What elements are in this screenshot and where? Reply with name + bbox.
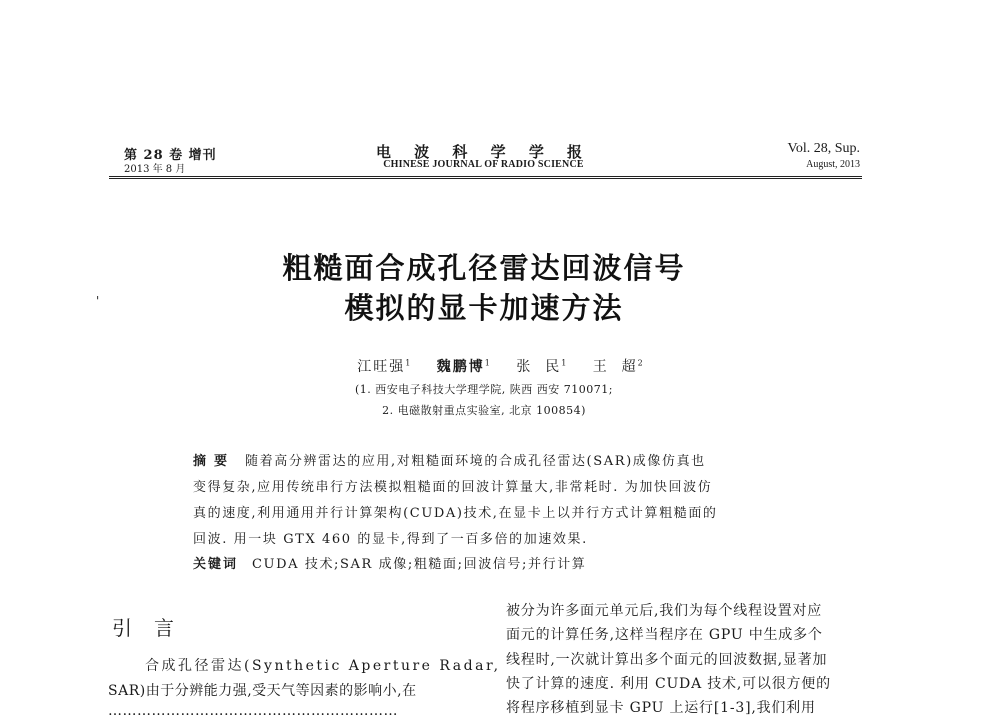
header-rule-thin xyxy=(109,178,862,179)
affiliation-1: (1. 西安电子科技大学理学院, 陕西 西安 710071; xyxy=(355,383,613,396)
journal-date-cn: 2013 年 8 月 xyxy=(124,164,186,175)
body-right-line: 快了计算的速度. 利用 CUDA 技术,可以很方便的 xyxy=(506,676,831,692)
stray-mark: ' xyxy=(96,294,100,308)
abstract-line: 真的速度,利用通用并行计算架构(CUDA)技术,在显卡上以并行方式计算粗糙面的 xyxy=(193,506,718,521)
paper-title-line1: 粗糙面合成孔径雷达回波信号 xyxy=(282,251,686,285)
body-right-line: 被分为许多面元单元后,我们为每个线程设置对应 xyxy=(506,603,823,619)
keywords-line xyxy=(193,553,586,572)
keywords-text: CUDA 技术;SAR 成像;粗糙面;回波信号;并行计算 xyxy=(252,557,587,572)
body-right-line: 线程时,一次就计算出多个面元的回波数据,显著加 xyxy=(506,652,828,668)
body-right-line: 面元的计算任务,这样当程序在 GPU 中生成多个 xyxy=(506,627,823,643)
author: 王 超$^2$ xyxy=(592,358,643,375)
journal-date-en: August, 2013 xyxy=(806,159,860,170)
journal-name-cn: 电 波 科 学 学 报 xyxy=(375,143,592,161)
body-left-line: SAR)由于分辨能力强,受天气等因素的影响小,在 xyxy=(108,683,417,699)
body-left-line: 合成孔径雷达(Synthetic Aperture Radar, xyxy=(145,658,501,674)
section-title: 引言 xyxy=(112,616,196,640)
author: 张 民$^1$ xyxy=(516,358,567,375)
journal-volume-en: Vol. 28, Sup. xyxy=(787,141,860,156)
abstract-line: 变得复杂,应用传统串行方法模拟粗糙面的回波计算量大,非常耗时. 为加快回波仿 xyxy=(193,480,713,495)
paper-title-line2: 模拟的显卡加速方法 xyxy=(344,291,624,325)
affiliation-2: 2. 电磁散射重点实验室, 北京 100854) xyxy=(382,404,586,417)
journal-name-en: CHINESE JOURNAL OF RADIO SCIENCE xyxy=(383,159,584,170)
keywords-label: 关键词 xyxy=(193,557,239,572)
body-left-line: …………………………………………………… xyxy=(108,703,398,719)
author: 江旺强$^1$ xyxy=(357,358,411,375)
abstract-line: 摘要 随着高分辨雷达的应用,对粗糙面环境的合成孔径雷达(SAR)成像仿真也 xyxy=(193,454,706,469)
header-rule xyxy=(109,176,862,177)
abstract-label: 摘要 xyxy=(193,454,236,469)
author: 魏鹏博$^1$ xyxy=(436,358,490,375)
author-list xyxy=(0,356,1000,376)
abstract-line: 回波. 用一块 GTX 460 的显卡,得到了一百多倍的加速效果. xyxy=(193,532,588,547)
journal-volume-cn: 第 28 卷 增刊 xyxy=(124,148,217,163)
body-right-line: 将程序移植到显卡 GPU 上运行[1-3],我们利用 xyxy=(506,700,816,716)
